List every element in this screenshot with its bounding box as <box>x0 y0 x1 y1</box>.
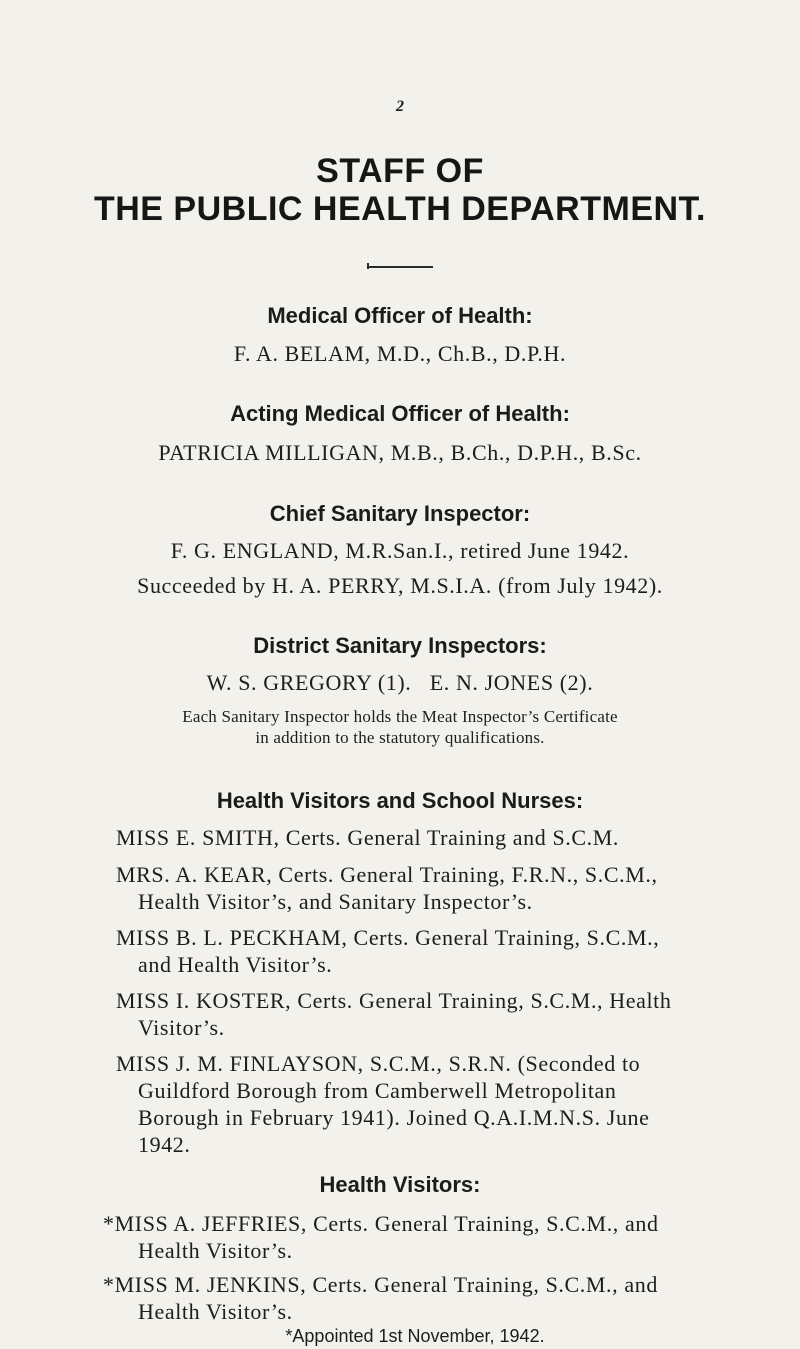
district-inspectors-note-line-2: in addition to the statutory qualifications. <box>255 728 545 747</box>
district-inspectors-names: W. S. GREGORY (1). E. N. JONES (2). <box>206 670 594 695</box>
list-item-continuation: Guildford Borough from Camberwell Metropolitan <box>138 1078 617 1103</box>
list-item: *MISS A. JEFFRIES, Certs. General Training, S.C.M., and <box>103 1211 659 1236</box>
list-item-continuation: Visitor’s. <box>138 1015 225 1040</box>
list-item: *MISS M. JENKINS, Certs. General Training, S.C.M., and <box>103 1272 658 1297</box>
health-visitors-heading: Health Visitors: <box>319 1172 481 1197</box>
footnote: *Appointed 1st November, 1942. <box>285 1326 545 1346</box>
chief-inspector-line-2: Succeeded by H. A. PERRY, M.S.I.A. (from July 1942). <box>137 573 663 598</box>
page-title-line-1: STAFF OF <box>316 152 484 190</box>
list-item: MISS E. SMITH, Certs. General Training and S.C.M. <box>116 825 620 850</box>
acting-moh-heading: Acting Medical Officer of Health: <box>230 401 570 426</box>
list-item: MISS B. L. PECKHAM, Certs. General Training, S.C.M., <box>116 925 660 950</box>
title-divider <box>367 266 433 268</box>
moh-heading: Medical Officer of Health: <box>267 303 533 328</box>
moh-name: F. A. BELAM, M.D., Ch.B., D.P.H. <box>233 341 567 366</box>
list-item-continuation: and Health Visitor’s. <box>138 952 333 977</box>
list-item-continuation: Health Visitor’s. <box>138 1238 293 1263</box>
hv-school-nurses-heading: Health Visitors and School Nurses: <box>216 788 584 813</box>
list-item-continuation: Borough in February 1941). Joined Q.A.I.M.N.S. June <box>138 1105 650 1130</box>
list-item: MRS. A. KEAR, Certs. General Training, F.R.N., S.C.M., <box>116 862 658 887</box>
district-inspectors-note-line-1: Each Sanitary Inspector holds the Meat Inspector’s Certificate <box>182 707 618 726</box>
page-title-line-2: THE PUBLIC HEALTH DEPARTMENT. <box>93 190 706 228</box>
page-number: 2 <box>396 98 404 115</box>
list-item-continuation: Health Visitor’s, and Sanitary Inspector’s. <box>138 889 533 914</box>
list-item: MISS J. M. FINLAYSON, S.C.M., S.R.N. (Seconded to <box>116 1051 641 1076</box>
chief-inspector-line-1: F. G. ENGLAND, M.R.San.I., retired June 1942. <box>170 538 630 563</box>
list-item-continuation: 1942. <box>138 1132 191 1157</box>
list-item: MISS I. KOSTER, Certs. General Training, S.C.M., Health <box>116 988 672 1013</box>
district-inspectors-heading: District Sanitary Inspectors: <box>253 633 547 658</box>
list-item-continuation: Health Visitor’s. <box>138 1299 293 1324</box>
acting-moh-name: PATRICIA MILLIGAN, M.B., B.Ch., D.P.H., B.Sc. <box>158 440 642 465</box>
chief-inspector-heading: Chief Sanitary Inspector: <box>269 501 531 526</box>
